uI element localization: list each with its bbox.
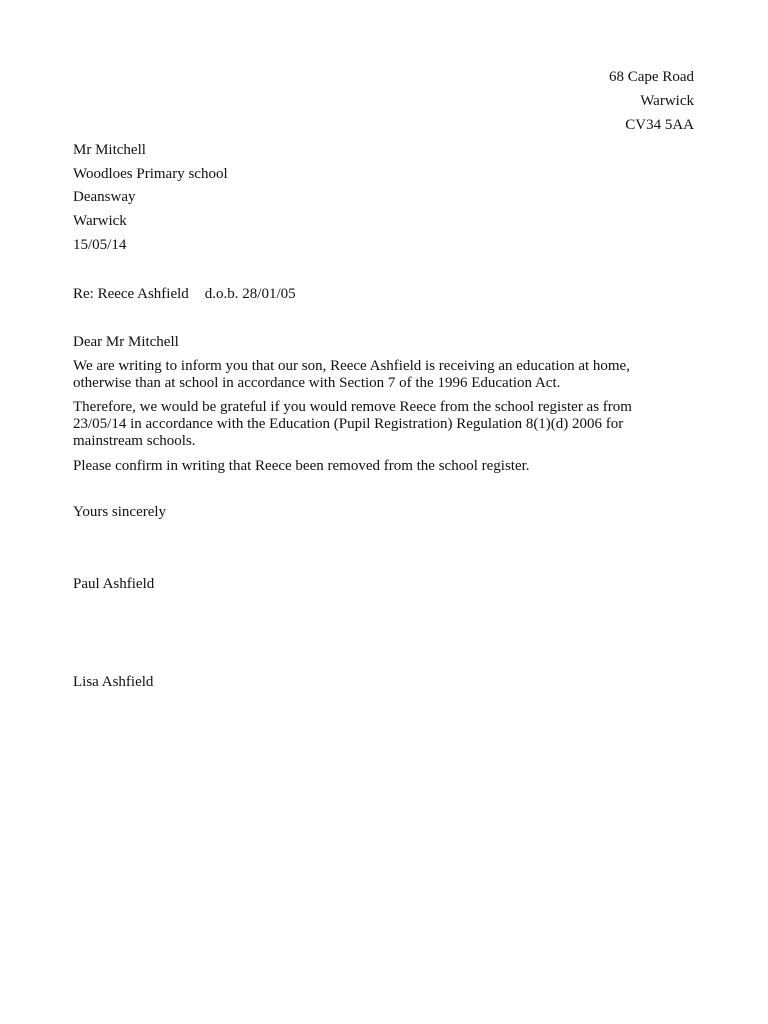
sender-address-line2: Warwick [640,93,694,109]
signatory-lisa: Lisa Ashfield [73,674,154,690]
body-paragraph-2-line-1: Therefore, we would be grateful if you would remove Reece from the school register as from [73,399,632,415]
signatory-paul: Paul Ashfield [73,576,155,592]
sender-address-line1: 68 Cape Road [609,69,694,85]
body-paragraph-3: Please confirm in writing that Reece been removed from the school register. [73,458,530,474]
reference-subject: Re: Reece Ashfield [73,286,189,302]
recipient-town: Warwick [73,213,127,229]
body-paragraph-2-line-3: mainstream schools. [73,433,196,449]
salutation: Dear Mr Mitchell [73,334,179,350]
recipient-school: Woodloes Primary school [73,166,228,182]
closing: Yours sincerely [73,504,167,520]
body-paragraph-1-line-1: We are writing to inform you that our son, Reece Ashfield is receiving an education at home, [73,358,630,374]
letter-date: 15/05/14 [73,237,127,253]
recipient-name: Mr Mitchell [73,142,146,158]
sender-address-postcode: CV34 5AA [625,117,694,133]
reference-dob: d.o.b. 28/01/05 [204,286,296,302]
recipient-street: Deansway [73,189,136,205]
body-paragraph-2-line-2: 23/05/14 in accordance with the Education (Pupil Registration) Regulation 8(1)(d) 2006 for [73,416,624,432]
reference-line [73,286,296,303]
body-paragraph-1-line-2: otherwise than at school in accordance with Section 7 of the 1996 Education Act. [73,375,561,391]
